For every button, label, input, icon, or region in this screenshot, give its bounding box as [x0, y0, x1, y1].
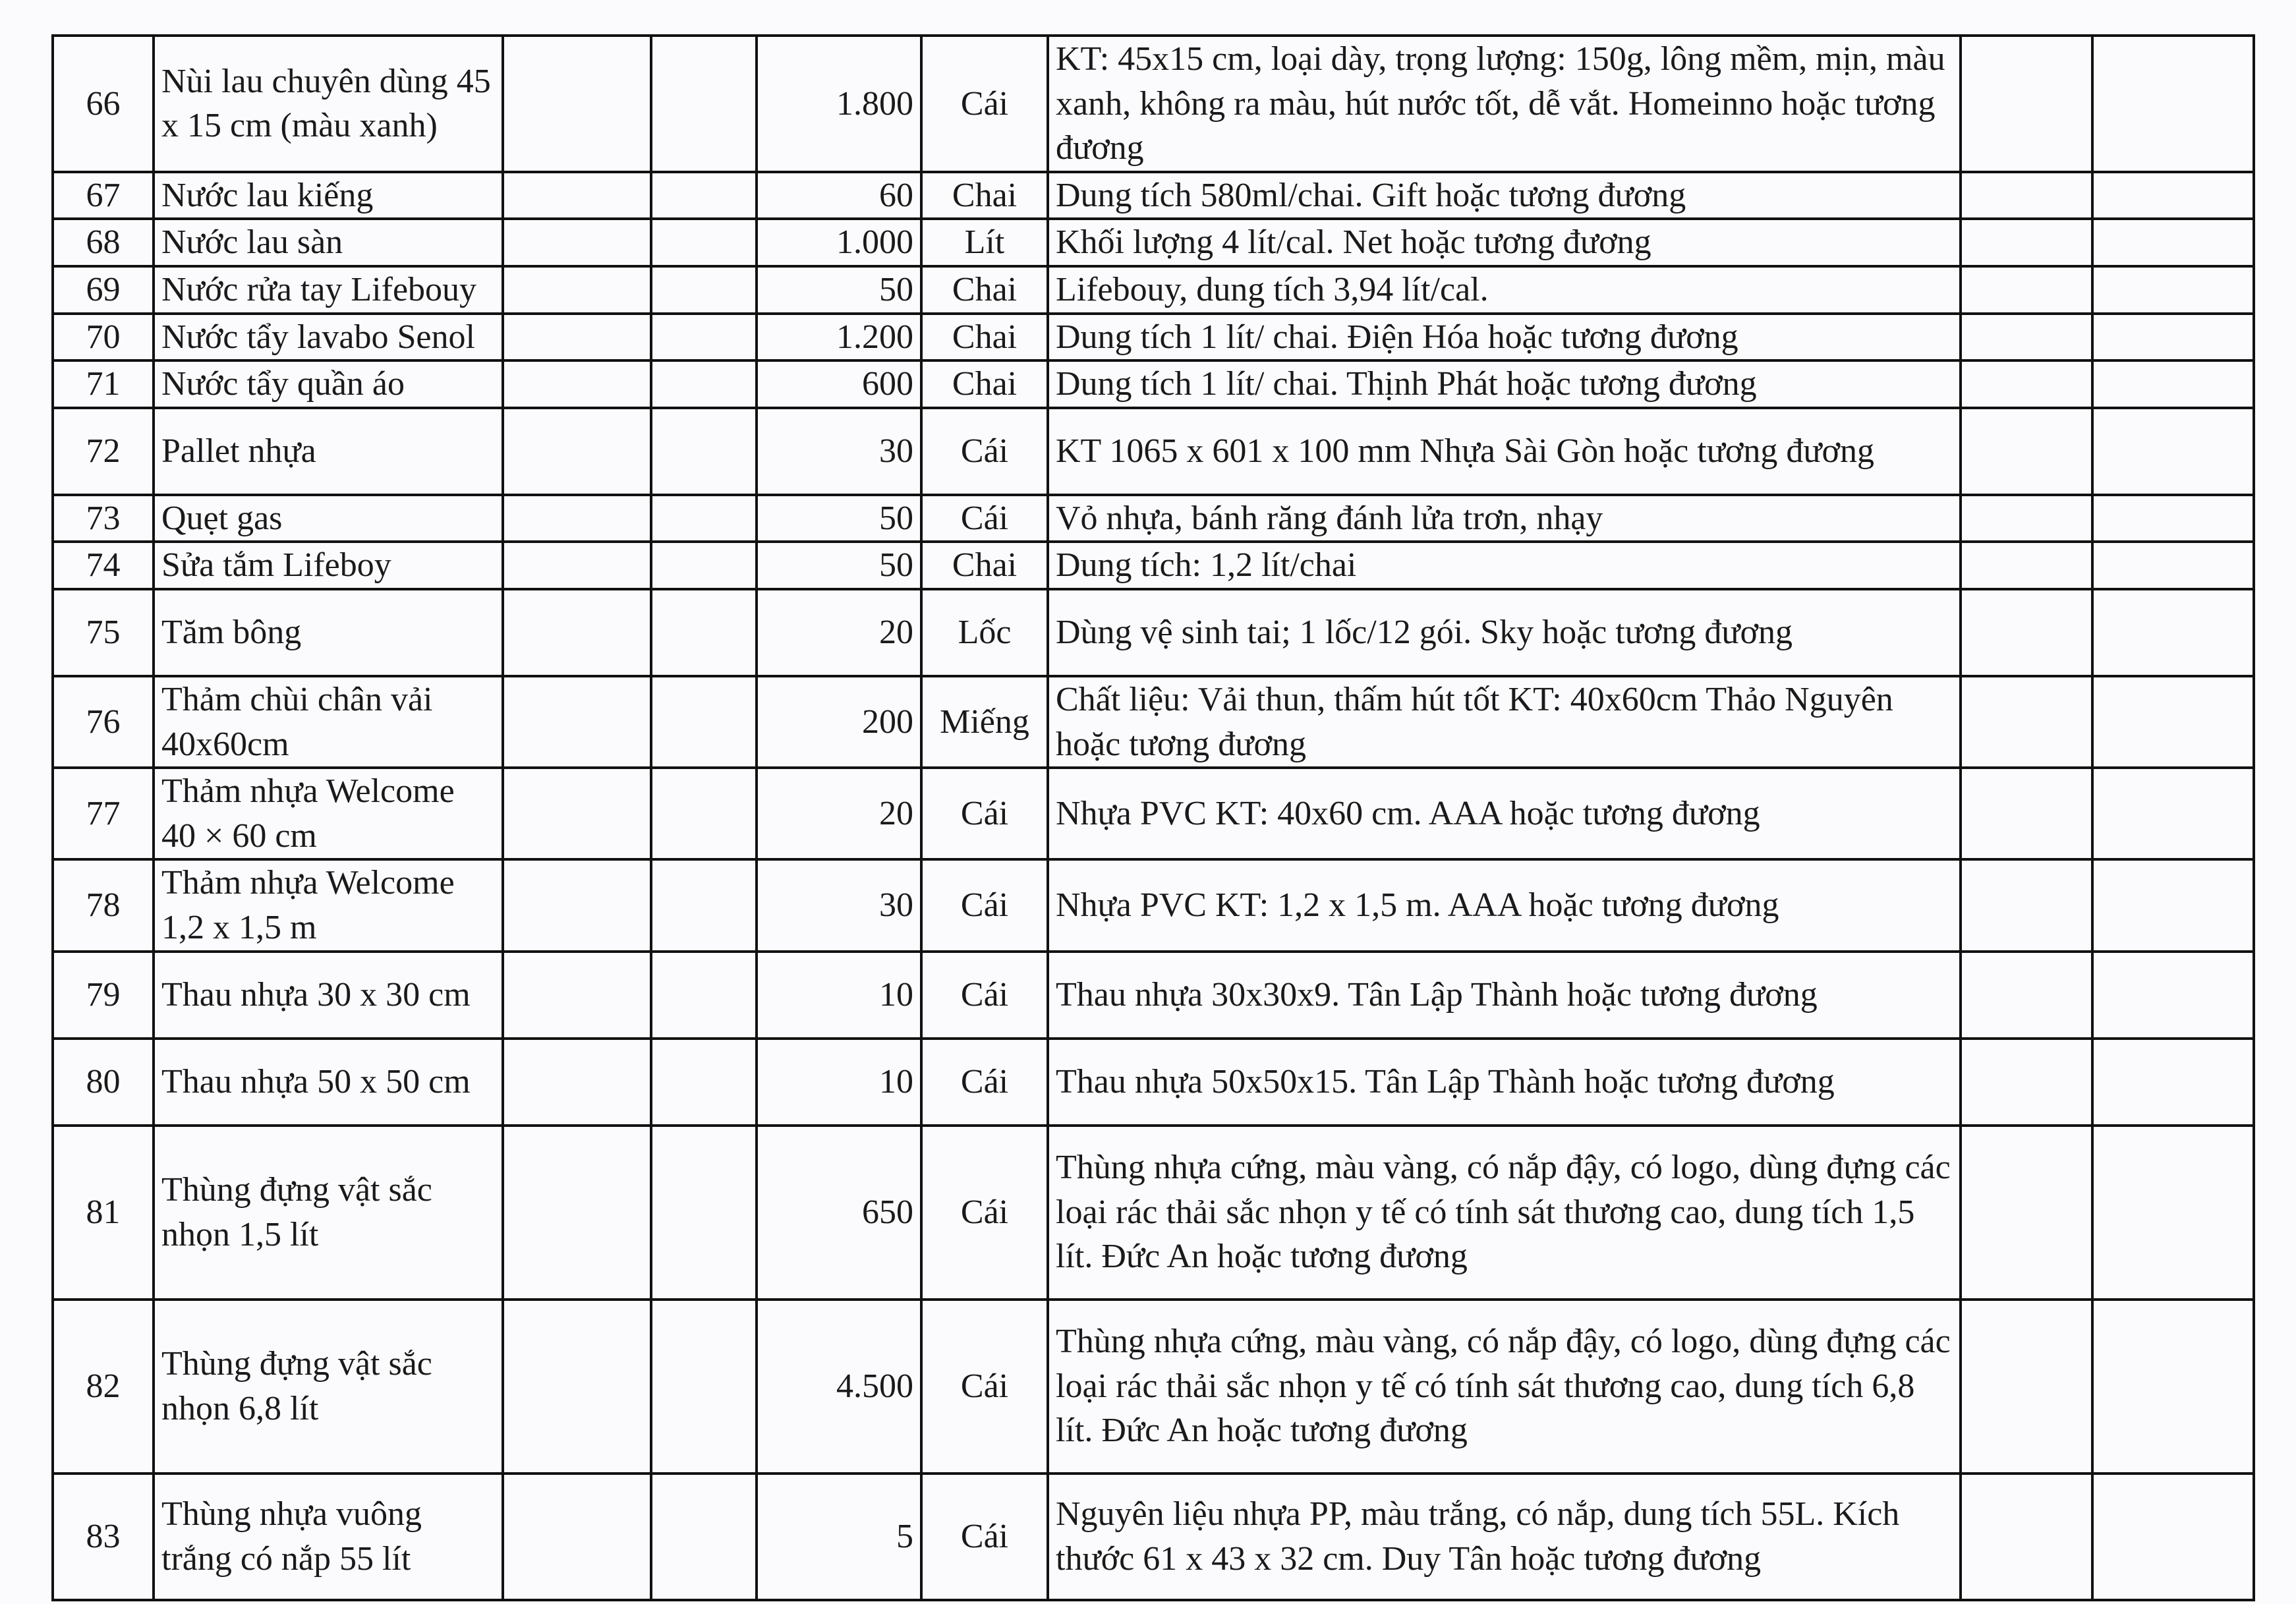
empty-cell: [2092, 495, 2254, 542]
item-name: Tăm bông: [154, 589, 503, 676]
empty-cell: [651, 408, 757, 495]
empty-cell: [503, 314, 651, 361]
item-spec: Nguyên liệu nhựa PP, màu trắng, có nắp, dung tích 55L. Kích thước 61 x 43 x 32 cm. Duy Tân hoặc tương đương: [1048, 1474, 1961, 1600]
empty-cell: [651, 768, 757, 859]
empty-cell: [2092, 266, 2254, 314]
empty-cell: [503, 360, 651, 408]
item-quantity: 1.200: [757, 314, 921, 361]
item-name: Nước rửa tay Lifebouy: [154, 266, 503, 314]
empty-cell: [503, 172, 651, 219]
empty-cell: [503, 589, 651, 676]
item-spec: Khối lượng 4 lít/cal. Net hoặc tương đương: [1048, 219, 1961, 266]
item-quantity: 60: [757, 172, 921, 219]
table-body: [53, 36, 2254, 1600]
item-quantity: 50: [757, 542, 921, 589]
items-table: [51, 34, 2255, 1601]
empty-cell: [2092, 314, 2254, 361]
empty-cell: [2092, 589, 2254, 676]
item-spec: Thùng nhựa cứng, màu vàng, có nắp đậy, có logo, dùng đựng các loại rác thải sắc nhọn y tế có tính sát thương cao, dung tích 6,8 lít. Đức An hoặc tương đương: [1048, 1300, 1961, 1474]
table-row: [53, 408, 2254, 495]
item-name: Thảm nhựa Welcome 1,2 x 1,5 m: [154, 859, 503, 951]
item-name: Thau nhựa 50 x 50 cm: [154, 1039, 503, 1126]
item-name: Thảm nhựa Welcome 40 × 60 cm: [154, 768, 503, 859]
item-quantity: 10: [757, 952, 921, 1039]
row-number: 69: [53, 266, 154, 314]
empty-cell: [1961, 36, 2092, 172]
item-spec: Thau nhựa 50x50x15. Tân Lập Thành hoặc tương đương: [1048, 1039, 1961, 1126]
item-unit: Chai: [921, 266, 1048, 314]
item-name: Thùng đựng vật sắc nhọn 6,8 lít: [154, 1300, 503, 1474]
empty-cell: [651, 589, 757, 676]
row-number: 77: [53, 768, 154, 859]
empty-cell: [503, 408, 651, 495]
item-unit: Cái: [921, 768, 1048, 859]
empty-cell: [1961, 408, 2092, 495]
item-spec: Vỏ nhựa, bánh răng đánh lửa trơn, nhạy: [1048, 495, 1961, 542]
empty-cell: [503, 495, 651, 542]
empty-cell: [651, 1474, 757, 1600]
item-name: Nước tẩy lavabo Senol: [154, 314, 503, 361]
row-number: 74: [53, 542, 154, 589]
row-number: 81: [53, 1126, 154, 1300]
empty-cell: [651, 314, 757, 361]
empty-cell: [503, 1300, 651, 1474]
item-quantity: 50: [757, 266, 921, 314]
item-quantity: 1.800: [757, 36, 921, 172]
empty-cell: [651, 542, 757, 589]
item-name: Thùng nhựa vuông trắng có nắp 55 lít: [154, 1474, 503, 1600]
item-unit: Chai: [921, 360, 1048, 408]
empty-cell: [2092, 676, 2254, 768]
item-unit: Cái: [921, 952, 1048, 1039]
empty-cell: [2092, 1300, 2254, 1474]
row-number: 68: [53, 219, 154, 266]
empty-cell: [651, 360, 757, 408]
empty-cell: [503, 1126, 651, 1300]
empty-cell: [1961, 1039, 2092, 1126]
empty-cell: [651, 1300, 757, 1474]
table-row: [53, 360, 2254, 408]
empty-cell: [1961, 542, 2092, 589]
empty-cell: [2092, 952, 2254, 1039]
item-spec: Dung tích 1 lít/ chai. Điện Hóa hoặc tương đương: [1048, 314, 1961, 361]
item-name: Quẹt gas: [154, 495, 503, 542]
table-row: [53, 495, 2254, 542]
item-unit: Cái: [921, 495, 1048, 542]
empty-cell: [503, 859, 651, 951]
item-unit: Cái: [921, 36, 1048, 172]
item-name: Sửa tắm Lifeboy: [154, 542, 503, 589]
empty-cell: [503, 1039, 651, 1126]
item-quantity: 10: [757, 1039, 921, 1126]
empty-cell: [1961, 1300, 2092, 1474]
table-row: [53, 219, 2254, 266]
row-number: 73: [53, 495, 154, 542]
empty-cell: [2092, 1039, 2254, 1126]
row-number: 79: [53, 952, 154, 1039]
empty-cell: [503, 219, 651, 266]
empty-cell: [651, 219, 757, 266]
item-spec: Lifebouy, dung tích 3,94 lít/cal.: [1048, 266, 1961, 314]
item-unit: Chai: [921, 314, 1048, 361]
item-name: Nùi lau chuyên dùng 45 x 15 cm (màu xanh): [154, 36, 503, 172]
empty-cell: [503, 768, 651, 859]
table-row: [53, 542, 2254, 589]
empty-cell: [1961, 219, 2092, 266]
item-quantity: 1.000: [757, 219, 921, 266]
table-row: [53, 768, 2254, 859]
empty-cell: [1961, 1126, 2092, 1300]
item-name: Nước lau kiếng: [154, 172, 503, 219]
empty-cell: [651, 495, 757, 542]
item-unit: Cái: [921, 408, 1048, 495]
table-row: [53, 1039, 2254, 1126]
empty-cell: [2092, 360, 2254, 408]
row-number: 70: [53, 314, 154, 361]
item-spec: KT 1065 x 601 x 100 mm Nhựa Sài Gòn hoặc tương đương: [1048, 408, 1961, 495]
empty-cell: [2092, 408, 2254, 495]
empty-cell: [651, 36, 757, 172]
empty-cell: [1961, 768, 2092, 859]
empty-cell: [2092, 768, 2254, 859]
item-quantity: 650: [757, 1126, 921, 1300]
item-name: Nước lau sàn: [154, 219, 503, 266]
row-number: 66: [53, 36, 154, 172]
empty-cell: [503, 542, 651, 589]
item-spec: Chất liệu: Vải thun, thấm hút tốt KT: 40x60cm Thảo Nguyên hoặc tương đương: [1048, 676, 1961, 768]
item-quantity: 4.500: [757, 1300, 921, 1474]
table-row: [53, 266, 2254, 314]
item-quantity: 30: [757, 408, 921, 495]
item-unit: Cái: [921, 1039, 1048, 1126]
empty-cell: [1961, 859, 2092, 951]
empty-cell: [1961, 676, 2092, 768]
empty-cell: [503, 36, 651, 172]
item-spec: Thùng nhựa cứng, màu vàng, có nắp đậy, có logo, dùng đựng các loại rác thải sắc nhọn y tế có tính sát thương cao, dung tích 1,5 lít. Đức An hoặc tương đương: [1048, 1126, 1961, 1300]
item-unit: Cái: [921, 1474, 1048, 1600]
table-row: [53, 1474, 2254, 1600]
empty-cell: [1961, 314, 2092, 361]
row-number: 75: [53, 589, 154, 676]
table-row: [53, 314, 2254, 361]
item-spec: Dùng vệ sinh tai; 1 lốc/12 gói. Sky hoặc tương đương: [1048, 589, 1961, 676]
row-number: 71: [53, 360, 154, 408]
item-spec: Dung tích: 1,2 lít/chai: [1048, 542, 1961, 589]
item-spec: Nhựa PVC KT: 40x60 cm. AAA hoặc tương đương: [1048, 768, 1961, 859]
row-number: 83: [53, 1474, 154, 1600]
item-quantity: 20: [757, 768, 921, 859]
item-unit: Miếng: [921, 676, 1048, 768]
empty-cell: [1961, 360, 2092, 408]
empty-cell: [651, 676, 757, 768]
item-spec: KT: 45x15 cm, loại dày, trọng lượng: 150g, lông mềm, mịn, màu xanh, không ra màu, hút nước tốt, dễ vắt. Homeinno hoặc tương đương: [1048, 36, 1961, 172]
item-unit: Chai: [921, 172, 1048, 219]
item-quantity: 30: [757, 859, 921, 951]
table-row: [53, 859, 2254, 951]
item-unit: Cái: [921, 1300, 1048, 1474]
item-unit: Cái: [921, 1126, 1048, 1300]
item-name: Thau nhựa 30 x 30 cm: [154, 952, 503, 1039]
row-number: 82: [53, 1300, 154, 1474]
empty-cell: [651, 1126, 757, 1300]
empty-cell: [1961, 952, 2092, 1039]
table-row: [53, 589, 2254, 676]
item-quantity: 600: [757, 360, 921, 408]
document-page: [51, 34, 2253, 1578]
empty-cell: [651, 952, 757, 1039]
item-unit: Lốc: [921, 589, 1048, 676]
empty-cell: [1961, 1474, 2092, 1600]
item-name: Thùng đựng vật sắc nhọn 1,5 lít: [154, 1126, 503, 1300]
item-unit: Lít: [921, 219, 1048, 266]
item-spec: Nhựa PVC KT: 1,2 x 1,5 m. AAA hoặc tương đương: [1048, 859, 1961, 951]
empty-cell: [651, 172, 757, 219]
table-row: [53, 36, 2254, 172]
row-number: 76: [53, 676, 154, 768]
item-spec: Dung tích 580ml/chai. Gift hoặc tương đương: [1048, 172, 1961, 219]
table-row: [53, 172, 2254, 219]
empty-cell: [2092, 1474, 2254, 1600]
item-name: Thảm chùi chân vải 40x60cm: [154, 676, 503, 768]
empty-cell: [503, 676, 651, 768]
empty-cell: [1961, 495, 2092, 542]
row-number: 72: [53, 408, 154, 495]
item-spec: Thau nhựa 30x30x9. Tân Lập Thành hoặc tương đương: [1048, 952, 1961, 1039]
empty-cell: [1961, 172, 2092, 219]
empty-cell: [2092, 542, 2254, 589]
item-quantity: 5: [757, 1474, 921, 1600]
item-name: Pallet nhựa: [154, 408, 503, 495]
empty-cell: [1961, 589, 2092, 676]
item-quantity: 50: [757, 495, 921, 542]
empty-cell: [503, 266, 651, 314]
empty-cell: [2092, 36, 2254, 172]
item-spec: Dung tích 1 lít/ chai. Thịnh Phát hoặc tương đương: [1048, 360, 1961, 408]
item-name: Nước tẩy quần áo: [154, 360, 503, 408]
table-row: [53, 952, 2254, 1039]
table-row: [53, 1300, 2254, 1474]
empty-cell: [503, 952, 651, 1039]
empty-cell: [1961, 266, 2092, 314]
empty-cell: [2092, 219, 2254, 266]
item-quantity: 200: [757, 676, 921, 768]
empty-cell: [651, 859, 757, 951]
empty-cell: [2092, 859, 2254, 951]
table-row: [53, 1126, 2254, 1300]
row-number: 67: [53, 172, 154, 219]
table-row: [53, 676, 2254, 768]
empty-cell: [651, 266, 757, 314]
row-number: 78: [53, 859, 154, 951]
empty-cell: [2092, 172, 2254, 219]
row-number: 80: [53, 1039, 154, 1126]
item-quantity: 20: [757, 589, 921, 676]
item-unit: Cái: [921, 859, 1048, 951]
empty-cell: [651, 1039, 757, 1126]
empty-cell: [2092, 1126, 2254, 1300]
item-unit: Chai: [921, 542, 1048, 589]
empty-cell: [503, 1474, 651, 1600]
